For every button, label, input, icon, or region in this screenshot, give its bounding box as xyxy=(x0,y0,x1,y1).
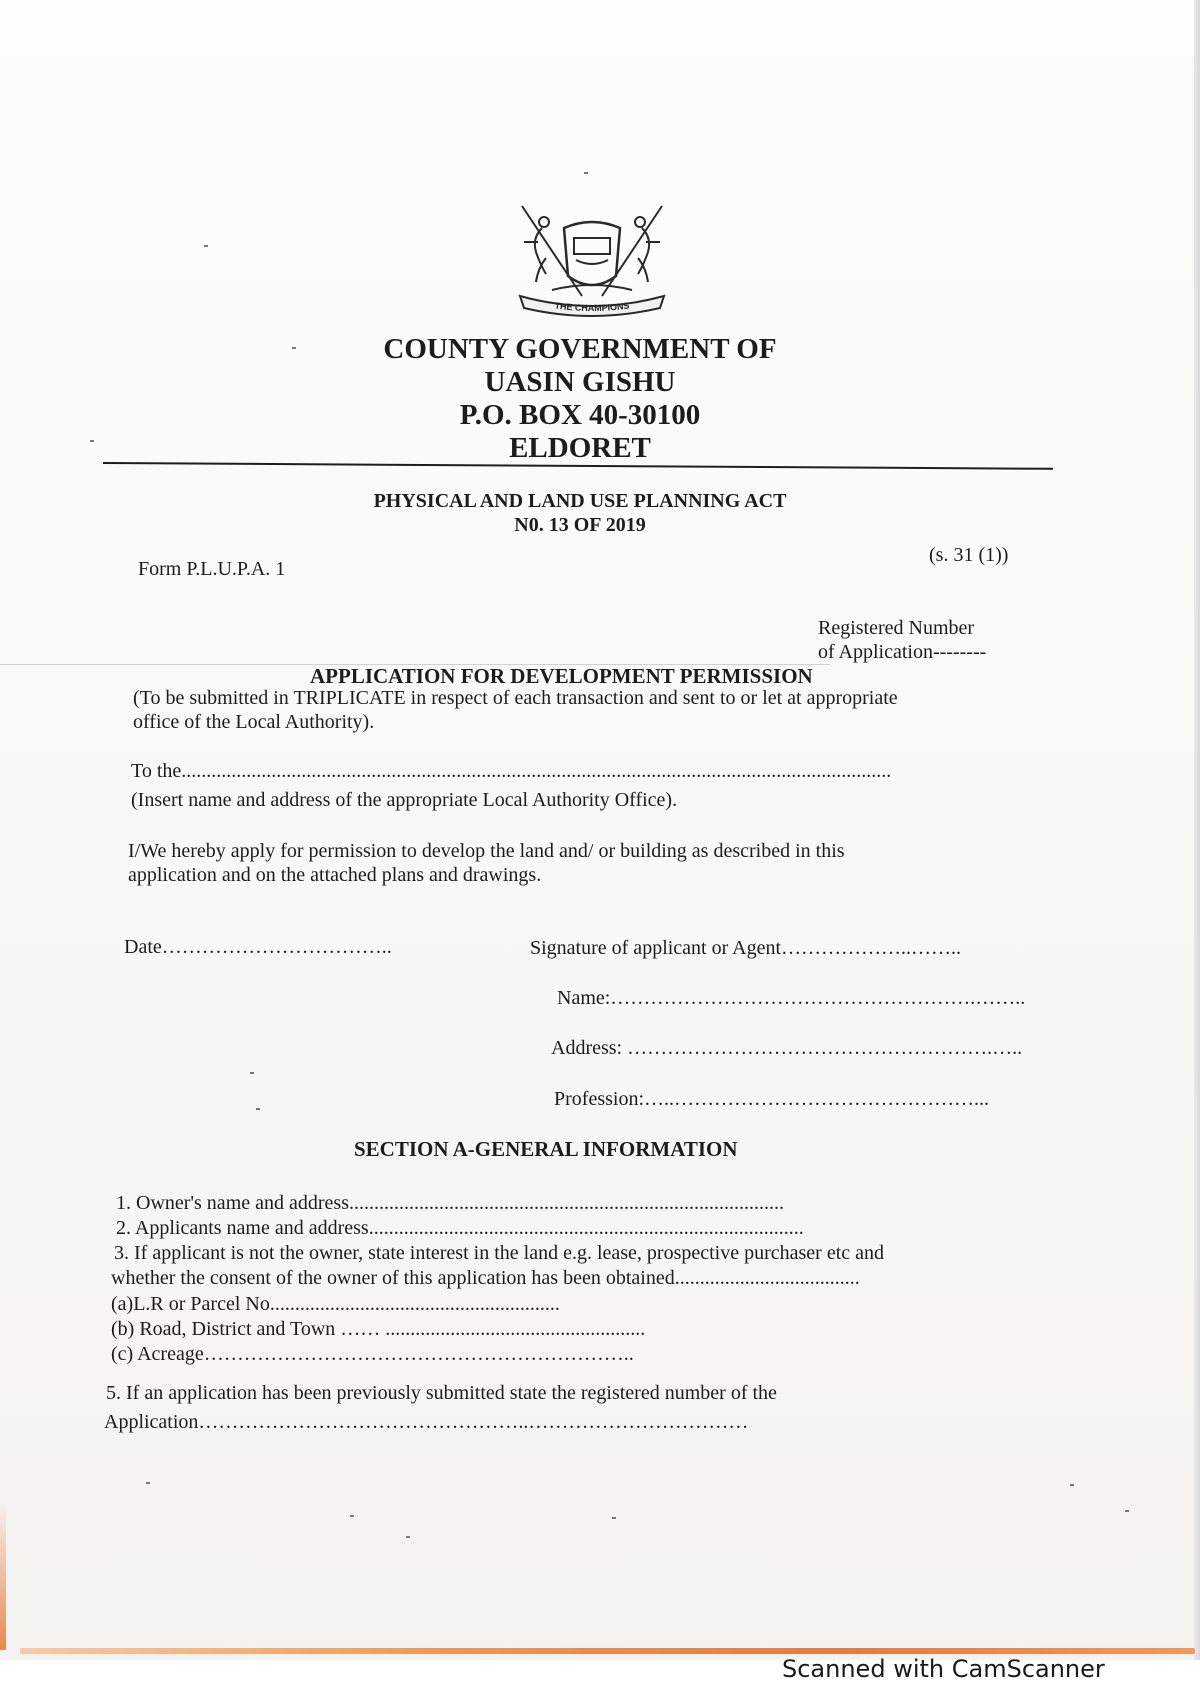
scanner-watermark: Scanned with CamScanner xyxy=(782,1655,1105,1683)
profession-field: Profession:…..………………………………………... xyxy=(554,1088,989,1110)
instructions-line-1: (To be submitted in TRIPLICATE in respect of each transaction and sent to or let at appropriate xyxy=(133,687,898,709)
header-line-4: ELDORET xyxy=(509,432,651,464)
item-interest-line-1: 3. If applicant is not the owner, state interest in the land e.g. lease, prospective purchaser etc and xyxy=(114,1242,885,1264)
item-owner-name: 1. Owner's name and address....................................................................................... xyxy=(116,1192,784,1214)
scan-speck xyxy=(292,347,296,349)
scan-edge-mark xyxy=(20,1648,1195,1654)
svg-text:THE CHAMPIONS xyxy=(554,300,630,313)
page-edge xyxy=(1194,0,1200,1660)
item-previous-application-line-1: 5. If an application has been previously submitted state the registered number of the xyxy=(106,1382,777,1404)
section-reference: (s. 31 (1)) xyxy=(929,544,1009,566)
item-acreage: (c) Acreage……………………………………………………….. xyxy=(111,1343,634,1365)
declaration-line-2: application and on the attached plans and drawings. xyxy=(128,864,542,886)
application-title: APPLICATION FOR DEVELOPMENT PERMISSION xyxy=(310,664,813,688)
form-id: Form P.L.U.P.A. 1 xyxy=(138,558,286,580)
header-line-1: COUNTY GOVERNMENT OF xyxy=(383,333,777,365)
logo-motto: THE CHAMPIONS xyxy=(554,300,630,314)
scan-speck xyxy=(350,1515,354,1517)
name-field: Name:……………………………………………….…….. xyxy=(557,987,1026,1009)
scan-speck xyxy=(612,1517,616,1519)
scan-speck xyxy=(146,1482,150,1484)
act-title: PHYSICAL AND LAND USE PLANNING ACT xyxy=(373,490,787,512)
scan-edge-mark xyxy=(0,1500,6,1650)
instructions-line-2: office of the Local Authority). xyxy=(133,711,375,733)
scan-speck xyxy=(1125,1510,1129,1512)
scan-speck xyxy=(1070,1484,1074,1486)
signature-field: Signature of applicant or Agent………………..…….. xyxy=(530,937,962,959)
section-a-title: SECTION A-GENERAL INFORMATION xyxy=(354,1137,738,1161)
act-number: N0. 13 OF 2019 xyxy=(514,514,646,536)
item-previous-application-line-2: Application…………………………………………..…………………………… xyxy=(104,1411,749,1433)
registered-number-label: Registered Number xyxy=(818,617,975,639)
header-line-2: UASIN GISHU xyxy=(484,366,676,398)
scan-speck xyxy=(250,1072,254,1074)
address-field: Address: ……………………………………………….….. xyxy=(551,1037,1023,1059)
header-line-3: P.O. BOX 40-30100 xyxy=(459,399,701,431)
scan-speck xyxy=(204,245,208,247)
declaration-line-1: I/We hereby apply for permission to develop the land and/ or building as described in this xyxy=(128,840,845,862)
to-the-note: (Insert name and address of the appropriate Local Authority Office). xyxy=(131,789,678,811)
item-interest-line-2: whether the consent of the owner of this application has been obtained..................................... xyxy=(111,1267,860,1289)
item-parcel-no: (a)L.R or Parcel No.......................................................... xyxy=(111,1293,560,1315)
item-applicant-name: 2. Applicants name and address....................................................................................... xyxy=(116,1217,804,1239)
date-field: Date…………………………….. xyxy=(124,936,392,958)
scan-speck xyxy=(90,440,94,442)
county-coat-of-arms-icon xyxy=(512,198,672,323)
scan-speck xyxy=(406,1536,410,1538)
item-road-district-town: (b) Road, District and Town …… .................................................... xyxy=(111,1318,646,1340)
scan-speck xyxy=(256,1108,260,1110)
scan-speck xyxy=(584,172,588,174)
registered-number-field: of Application-------- xyxy=(818,641,987,663)
to-the-field: To the.............................................................................................................................................. xyxy=(131,760,892,782)
